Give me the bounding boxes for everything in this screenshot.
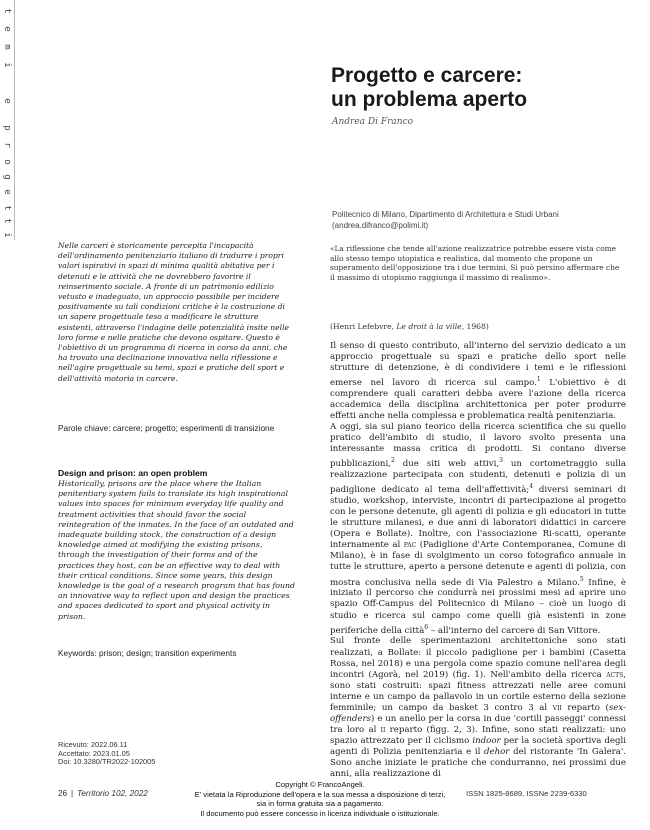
italic-term: sex-offenders [330,702,626,724]
section-tag-letter: e [2,98,12,104]
section-tag-letter: t [2,218,12,224]
article-title [331,64,631,112]
author-email: (andrea.difranco@polimi.it) [332,221,429,230]
body-text-run: Il senso di questo contributo, all'interno del servizio dedicato a un approccio progettuale su spazi e pratiche dello sport nelle strutture di detenzione, è di condividere i temi e le riflessioni emerse nel lavoro di ricerca sul campo. [330,341,626,388]
footnote-ref[interactable]: 5 [579,575,584,583]
epigraph-source [330,322,626,331]
body-paragraph [330,636,626,780]
footnote-ref[interactable]: 2 [390,457,395,465]
body-text-run: reparto (figg. 2, 3). Infine, sono stati realizzati: uno spazio attrezzato per il ciclismo [330,724,626,746]
footnote-ref[interactable]: 4 [529,483,534,491]
section-tag-letter: m [2,44,12,50]
body-text-run: due siti web attivi, [394,459,500,470]
body-text-run: , sono stati costruiti: spazi fitness attrezzati nelle aree comuni interne e un campo da pallavolo in un cortile esterno della sezione femminile; un campo da basket 3 contro 3 al [330,669,626,713]
author-name: Andrea Di Franco [332,117,414,127]
author-affiliation [332,209,632,231]
copyright-line: sia in forma gratuita sia a pagamento. [256,799,384,809]
section-tag-letter: g [2,174,12,180]
page-number: 26 [58,789,68,798]
doi-link[interactable]: Doi: 10.3280/TR2022-102005 [58,757,156,767]
section-tag-letter: t [2,8,12,14]
abstract-italian: Nelle carceri è storicamente percepita l'incapacità dell'ordinamento penitenziario italiano di tradurre i propri valori ispirativi in spazi di minima qualità abitativa per i detenuti e le attività che ne dovrebbero favorire il reinserimento sociale. A fronte di un patrimonio edilizio vetusto e inadeguato, un approccio possibile per incidere positivamente su tali condizioni critiche è la costruzione di un sapere progettuale teso a modificare le strutture esistenti, attraverso l'indagine delle potenzialità insite nelle loro forme e nelle pratiche che devono ospitare. Questo è l'obiettivo di un programma di ricerca in corso da anni, che ha trovato una declinazione innovativa nella riflessione e nell'agire progettuale su temi, spazi e pratiche dell sport e dell'attività motoria in carcere. [58,241,289,383]
body-text-run: L'obiettivo è di comprendere quali caratteri debba avere l'azione della ricerca accademica della disciplina architettonica per poter produrre effetti anche nella complessa e problematica realtà penitenziaria. [330,378,627,422]
english-title: Design and prison: an open problem [58,468,208,478]
section-tag-letter: i [2,62,12,68]
page-footer-left: 26 | Territorio 102, 2022 [58,789,148,798]
issn-number: ISSN 1825-8689, ISSNe 2239-6330 [466,789,587,798]
footnote-ref[interactable]: 3 [499,457,503,465]
copyright-line: Copyright © FrancoAngeli. [275,780,365,789]
epigraph-source-open: (Henri Lefebvre, [330,322,397,331]
body-text-run: diversi seminari di studio, workshop, interviste, incontri di partecipazione al progetto con le persone detenute, gli agenti di polizia e gli educatori in tutte le strutture milanesi, e due anni di laboratori didattici in carcere (Opera e Bollate). Inoltre, con l'associazione Ri-scatti, operante internamente al [330,485,626,551]
body-text-run: ) e un anello per la corsa in due 'cortili passeggi' connessi tra loro al [330,713,626,735]
received-date: Ricevuto: 2022.06.11 [58,740,128,749]
footnote-ref[interactable]: 1 [536,376,541,384]
section-tag-letter: e [2,26,12,32]
body-text-run: – all'interno del carcere di San Vittore. [428,625,601,636]
body-text [330,341,626,780]
body-text-run: un cortometraggio sulla realizzazione partecipata con studenti, detenuti e polizia di un padiglione dedicato al tema dell'affettività; [330,459,626,496]
section-tag-letter: r [2,142,12,148]
section-tag [0,0,15,240]
section-tag-letter: p [2,125,12,131]
body-text-run: (Padiglione d'Arte Contemporanea, Comune di Milano), è in fase di svolgimento un corso fotografico annuale in tutte le strutture, aperto a persone detenute e agenti di polizia, con mostra conclusiva nella sede di Via Palestro a Milano. [330,540,627,588]
section-tag-letter: t [2,205,12,211]
title-line-2: un problema aperto [331,88,528,111]
title-line-1: Progetto e carcere: [331,64,523,87]
keywords-italian: Parole chiave: carcere; progetto; esperimenti di transizione [58,423,275,433]
copyright-line: Il documento può essere concesso in licenza individuale o istituzionale. [200,808,440,818]
body-paragraph [330,341,626,422]
affiliation-text: Politecnico di Milano, Dipartimento di Architettura e Studi Urbani [332,210,559,219]
accepted-date: Accettato: 2023.01.05 [58,748,130,758]
roman-numeral: ii [380,724,386,735]
footnote-ref[interactable]: 6 [424,623,429,631]
journal-issue: Territorio 102, 2022 [77,789,148,798]
body-text-run: Infine, è iniziato il percorso che condurrà nei prossimi mesi ad aprire uno spazio Off-Campus del Politecnico di Milano – cioè un luogo di studio e ricerca sul campo come quelli già esistenti in zone periferiche della città [330,577,626,636]
body-text-run: per la società sportiva degli agenti di Polizia penitenziaria e il [330,735,626,757]
body-paragraph [330,422,626,636]
italic-term: indoor [472,735,501,746]
copyright-line: E' vietata la Riproduzione dell'opera e la sua messa a disposizione di terzi, [194,789,446,799]
body-text-run: del ristorante 'In Galera'. Sono anche iniziate le pratiche che condurranno, nei prossimi due anni, alla realizzazione di [330,746,626,780]
epigraph-quote: «La riflessione che tende all'azione realizzatrice potrebbe essere vista come allo stesso tempo utopistica e realistica, dal momento che propone un superamento dell'opposizione tra i due termini. Si può persino affermare che il massimo di utopismo raggiunga il massimo di realismo». [330,244,620,282]
abstract-english: Historically, prisons are the place where the Italian penitentiary system fails to translate its high inspirational values into spaces for minimum everyday life quality and treatment activities that should favor the social reintegration of the inmates. In the face of an outdated and inadequate building stock, the construction of a design knowledge aimed at modifying the existing prisons, through the investigation of their forms and of the practices they host, can be an effective way to deal with their critical conditions. Since some years, this design knowledge is the goal of a research program that has found an innovative way to reflect upon and design the practices and spaces dedicated to sport and physical activity in prison. [58,479,296,621]
acronym-pac: pac [403,540,417,551]
epigraph-work-title: Le droit à la ville [396,322,462,331]
section-tag-letter: o [2,159,12,165]
keywords-english: Keywords: prison; design; transition experiments [58,648,237,658]
section-tag-letter: i [2,232,12,238]
copyright-notice [155,780,485,818]
epigraph-source-close: , 1968) [461,322,489,331]
acronym-acts: acts [606,669,624,680]
body-text-run: reparto ( [561,702,609,713]
body-text-run: A oggi, sia sul piano teorico della ricerca scientifica che su quello pratico dell'ambito di studio, il lavoro svolto presenta una interessante massa critica di prodotti. Si contano diverse pubblicazioni, [330,422,626,470]
article-metadata [58,741,258,767]
roman-numeral: vii [552,702,562,713]
body-text-run: Sul fronte delle sperimentazioni architettoniche sono stati realizzati, a Bollate: il piccolo padiglione per i bambini (Casetta Rossa, nel 2018) e una pergola come spazio comune nell'area degli incontri (Agorà, nel 2019) (fig. 1). Nell'ambito della ricerca [330,636,626,680]
section-tag-letter: e [2,189,12,195]
italic-term: dehor [484,746,510,757]
